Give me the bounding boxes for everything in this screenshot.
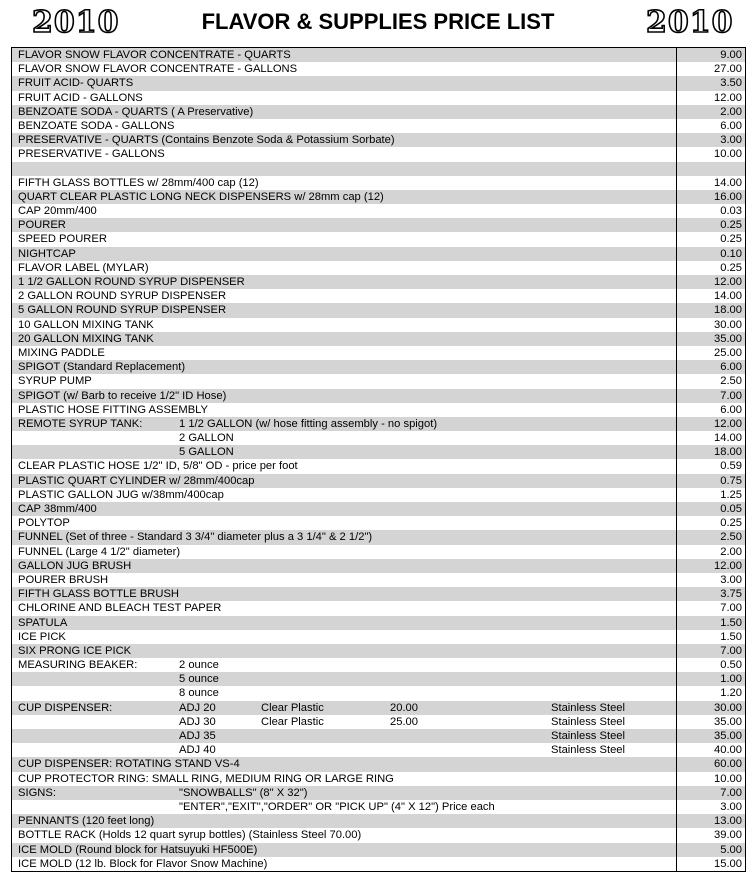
- table-row: [12, 772, 745, 786]
- item-description: CLEAR PLASTIC HOSE 1/2" ID, 5/8" OD - price per foot: [18, 460, 298, 473]
- item-price: 6.00: [676, 403, 745, 417]
- item-price: 60.00: [676, 757, 745, 771]
- table-row: [12, 204, 745, 218]
- table-row: [12, 48, 745, 62]
- item-description: PLASTIC GALLON JUG w/38mm/400cap: [18, 488, 224, 501]
- item-price: 1.00: [676, 672, 745, 686]
- item-description: BOTTLE RACK (Holds 12 quart syrup bottles) (Stainless Steel 70.00): [18, 829, 362, 842]
- table-row: [12, 800, 745, 814]
- table-row: [12, 332, 745, 346]
- item-price: 6.00: [676, 119, 745, 133]
- item-description: FUNNEL (Set of three - Standard 3 3/4" diameter plus a 3 1/4" & 2 1/2"): [18, 531, 373, 544]
- table-row: [12, 601, 745, 615]
- item-description: 20 GALLON MIXING TANK: [18, 332, 154, 345]
- item-price: 0.05: [676, 502, 745, 516]
- item-detail: Clear Plastic: [261, 715, 324, 728]
- table-row: [12, 445, 745, 459]
- item-price: 3.75: [676, 587, 745, 601]
- table-row: [12, 828, 745, 842]
- item-description: CUP DISPENSER:: [18, 701, 113, 714]
- item-detail: 5 GALLON: [179, 446, 234, 459]
- item-description: PENNANTS (120 feet long): [18, 815, 155, 828]
- item-description: FUNNEL (Large 4 1/2" diameter): [18, 545, 181, 558]
- item-price: 30.00: [676, 701, 745, 715]
- item-price: 1.50: [676, 616, 745, 630]
- item-description: CAP 20mm/400: [18, 205, 97, 218]
- table-row: [12, 403, 745, 417]
- item-description: POURER BRUSH: [18, 573, 109, 586]
- table-row: [12, 162, 745, 176]
- table-row: [12, 346, 745, 360]
- price-list-table: [11, 47, 746, 872]
- table-row: [12, 701, 745, 715]
- table-row: [12, 374, 745, 388]
- item-detail: ADJ 30: [179, 715, 216, 728]
- item-price: 10.00: [676, 147, 745, 161]
- item-price: 35.00: [676, 715, 745, 729]
- table-row: [12, 616, 745, 630]
- item-price: 35.00: [676, 332, 745, 346]
- item-detail: ADJ 35: [179, 730, 216, 742]
- item-description: POLYTOP: [18, 517, 70, 530]
- item-detail: 8 ounce: [179, 687, 219, 700]
- table-row: [12, 814, 745, 828]
- item-description: QUART CLEAR PLASTIC LONG NECK DISPENSERS w/ 28mm cap (12): [18, 190, 384, 203]
- table-row: [12, 459, 745, 473]
- table-row: [12, 218, 745, 232]
- table-row: [12, 247, 745, 261]
- table-row: [12, 289, 745, 303]
- item-price: 27.00: [676, 62, 745, 76]
- item-price: 0.03: [676, 204, 745, 218]
- item-price: 0.59: [676, 459, 745, 473]
- item-price: 15.00: [676, 857, 745, 871]
- table-row: [12, 105, 745, 119]
- item-detail: 25.00: [390, 715, 418, 728]
- item-detail: 20.00: [390, 701, 418, 714]
- item-price: 5.00: [676, 843, 745, 857]
- item-price: 30.00: [676, 318, 745, 332]
- item-description: SPEED POURER: [18, 233, 107, 246]
- item-price: 18.00: [676, 303, 745, 317]
- item-price: 14.00: [676, 431, 745, 445]
- table-row: [12, 76, 745, 90]
- table-row: [12, 431, 745, 445]
- item-description: PRESERVATIVE - QUARTS (Contains Benzote Soda & Potassium Sorbate): [18, 134, 395, 147]
- item-description: REMOTE SYRUP TANK:: [18, 417, 143, 430]
- table-row: [12, 360, 745, 374]
- item-price: 7.00: [676, 786, 745, 800]
- item-description: SPIGOT (Standard Replacement): [18, 361, 186, 374]
- item-description: FRUIT ACID - GALLONS: [18, 91, 143, 104]
- table-row: [12, 417, 745, 431]
- table-row: [12, 502, 745, 516]
- table-row: [12, 62, 745, 76]
- item-price: 9.00: [676, 48, 745, 62]
- item-price: 10.00: [676, 772, 745, 786]
- item-price: 18.00: [676, 445, 745, 459]
- table-row: [12, 91, 745, 105]
- item-price: 40.00: [676, 743, 745, 757]
- table-row: [12, 190, 745, 204]
- item-price: 0.75: [676, 474, 745, 488]
- item-description: CAP 38mm/400: [18, 503, 97, 515]
- item-price: 0.50: [676, 658, 745, 672]
- page-header: [0, 0, 756, 46]
- item-price: 14.00: [676, 176, 745, 190]
- item-detail: 2 ounce: [179, 659, 219, 672]
- item-detail: "SNOWBALLS" (8" X 32"): [179, 786, 308, 799]
- item-price: 12.00: [676, 559, 745, 573]
- item-price: 0.25: [676, 516, 745, 530]
- item-price: 7.00: [676, 644, 745, 658]
- table-row: [12, 147, 745, 161]
- item-detail: ADJ 40: [179, 744, 216, 757]
- page-title: FLAVOR & SUPPLIES PRICE LIST: [201, 9, 555, 34]
- item-description: PLASTIC QUART CYLINDER w/ 28mm/400cap: [18, 474, 255, 487]
- year-right: 2010: [646, 5, 734, 40]
- item-price: 39.00: [676, 828, 745, 842]
- table-row: [12, 133, 745, 147]
- table-row: [12, 843, 745, 857]
- item-price: 16.00: [676, 190, 745, 204]
- item-description: 10 GALLON MIXING TANK: [18, 318, 154, 331]
- item-description: SPIGOT (w/ Barb to receive 1/2" ID Hose): [18, 389, 227, 402]
- table-row: [12, 743, 745, 757]
- table-row: [12, 303, 745, 317]
- item-price: 3.00: [676, 800, 745, 814]
- item-description: MEASURING BEAKER:: [18, 659, 138, 672]
- item-price: 7.00: [676, 389, 745, 403]
- table-row: [12, 672, 745, 686]
- table-row: [12, 119, 745, 133]
- item-price: 12.00: [676, 275, 745, 289]
- item-description: CHLORINE AND BLEACH TEST PAPER: [18, 602, 222, 615]
- item-price: 12.00: [676, 417, 745, 431]
- item-price: [676, 162, 745, 176]
- item-price: 2.00: [676, 105, 745, 119]
- item-detail: 5 ounce: [179, 673, 219, 686]
- item-description: FLAVOR SNOW FLAVOR CONCENTRATE - GALLONS: [18, 63, 298, 76]
- item-description: ICE MOLD (12 lb. Block for Flavor Snow Machine): [18, 857, 268, 870]
- item-price: 0.25: [676, 261, 745, 275]
- item-price: 1.50: [676, 630, 745, 644]
- item-description: ICE MOLD (Round block for Hatsuyuki HF500E): [18, 843, 258, 856]
- table-row: [12, 261, 745, 275]
- item-description: ICE PICK: [18, 630, 66, 643]
- item-detail: Stainless Steel: [551, 730, 626, 742]
- item-description: SYRUP PUMP: [18, 375, 92, 388]
- item-description: CUP DISPENSER: ROTATING STAND VS-4: [18, 758, 240, 771]
- item-price: 0.10: [676, 247, 745, 261]
- table-row: [12, 530, 745, 544]
- item-description: FIFTH GLASS BOTTLES w/ 28mm/400 cap (12): [18, 176, 259, 189]
- table-row: [12, 275, 745, 289]
- item-description: 2 GALLON ROUND SYRUP DISPENSER: [18, 290, 227, 303]
- table-row: [12, 857, 745, 871]
- item-description: POURER: [18, 219, 66, 232]
- item-detail: 2 GALLON: [179, 432, 234, 445]
- table-row: [12, 545, 745, 559]
- item-price: 0.25: [676, 232, 745, 246]
- item-price: 3.00: [676, 573, 745, 587]
- table-row: [12, 516, 745, 530]
- item-description: BENZOATE SODA - QUARTS ( A Preservative): [18, 105, 254, 118]
- item-description: FLAVOR SNOW FLAVOR CONCENTRATE - QUARTS: [18, 49, 291, 61]
- item-price: 3.00: [676, 133, 745, 147]
- item-description: PLASTIC HOSE FITTING ASSEMBLY: [18, 403, 209, 416]
- item-description: FIFTH GLASS BOTTLE BRUSH: [18, 588, 180, 601]
- item-detail: ADJ 20: [179, 701, 216, 714]
- item-price: 2.00: [676, 545, 745, 559]
- item-description: SPATULA: [18, 616, 68, 629]
- table-row: [12, 389, 745, 403]
- item-detail: Stainless Steel: [551, 744, 626, 757]
- table-row: [12, 176, 745, 190]
- item-description: FRUIT ACID- QUARTS: [18, 77, 134, 90]
- item-price: 2.50: [676, 530, 745, 544]
- table-row: [12, 644, 745, 658]
- item-description: FLAVOR LABEL (MYLAR): [18, 261, 149, 274]
- item-description: MIXING PADDLE: [18, 346, 105, 359]
- year-left: 2010: [32, 5, 120, 40]
- item-price: 3.50: [676, 76, 745, 90]
- item-detail: "ENTER","EXIT","ORDER" OR "PICK UP" (4" X 12") Price each: [179, 800, 495, 813]
- item-description: 5 GALLON ROUND SYRUP DISPENSER: [18, 304, 227, 317]
- table-row: [12, 488, 745, 502]
- item-detail: Clear Plastic: [261, 701, 324, 714]
- item-description: SIX PRONG ICE PICK: [18, 644, 132, 657]
- item-detail: 1 1/2 GALLON (w/ hose fitting assembly - no spigot): [179, 417, 438, 430]
- table-row: [12, 474, 745, 488]
- item-description: SIGNS:: [18, 786, 56, 799]
- item-price: 14.00: [676, 289, 745, 303]
- item-description: GALLON JUG BRUSH: [18, 559, 132, 572]
- item-price: 6.00: [676, 360, 745, 374]
- table-row: [12, 757, 745, 771]
- item-price: 2.50: [676, 374, 745, 388]
- table-row: [12, 573, 745, 587]
- item-price: 7.00: [676, 601, 745, 615]
- item-description: CUP PROTECTOR RING: SMALL RING, MEDIUM RING OR LARGE RING: [18, 772, 394, 785]
- item-price: 35.00: [676, 729, 745, 743]
- item-price: 1.25: [676, 488, 745, 502]
- table-row: [12, 729, 745, 743]
- item-price: 25.00: [676, 346, 745, 360]
- table-row: [12, 232, 745, 246]
- item-detail: Stainless Steel: [551, 715, 626, 728]
- table-row: [12, 318, 745, 332]
- table-row: [12, 686, 745, 700]
- table-row: [12, 630, 745, 644]
- item-detail: Stainless Steel: [551, 701, 626, 714]
- item-price: 12.00: [676, 91, 745, 105]
- table-row: [12, 658, 745, 672]
- item-price: 0.25: [676, 218, 745, 232]
- table-row: [12, 559, 745, 573]
- item-description: PRESERVATIVE - GALLONS: [18, 148, 165, 161]
- item-price: 1.20: [676, 686, 745, 700]
- table-row: [12, 786, 745, 800]
- item-description: NIGHTCAP: [18, 247, 76, 260]
- item-description: BENZOATE SODA - GALLONS: [18, 119, 175, 132]
- table-row: [12, 715, 745, 729]
- item-description: 1 1/2 GALLON ROUND SYRUP DISPENSER: [18, 276, 245, 288]
- table-row: [12, 587, 745, 601]
- item-price: 13.00: [676, 814, 745, 828]
